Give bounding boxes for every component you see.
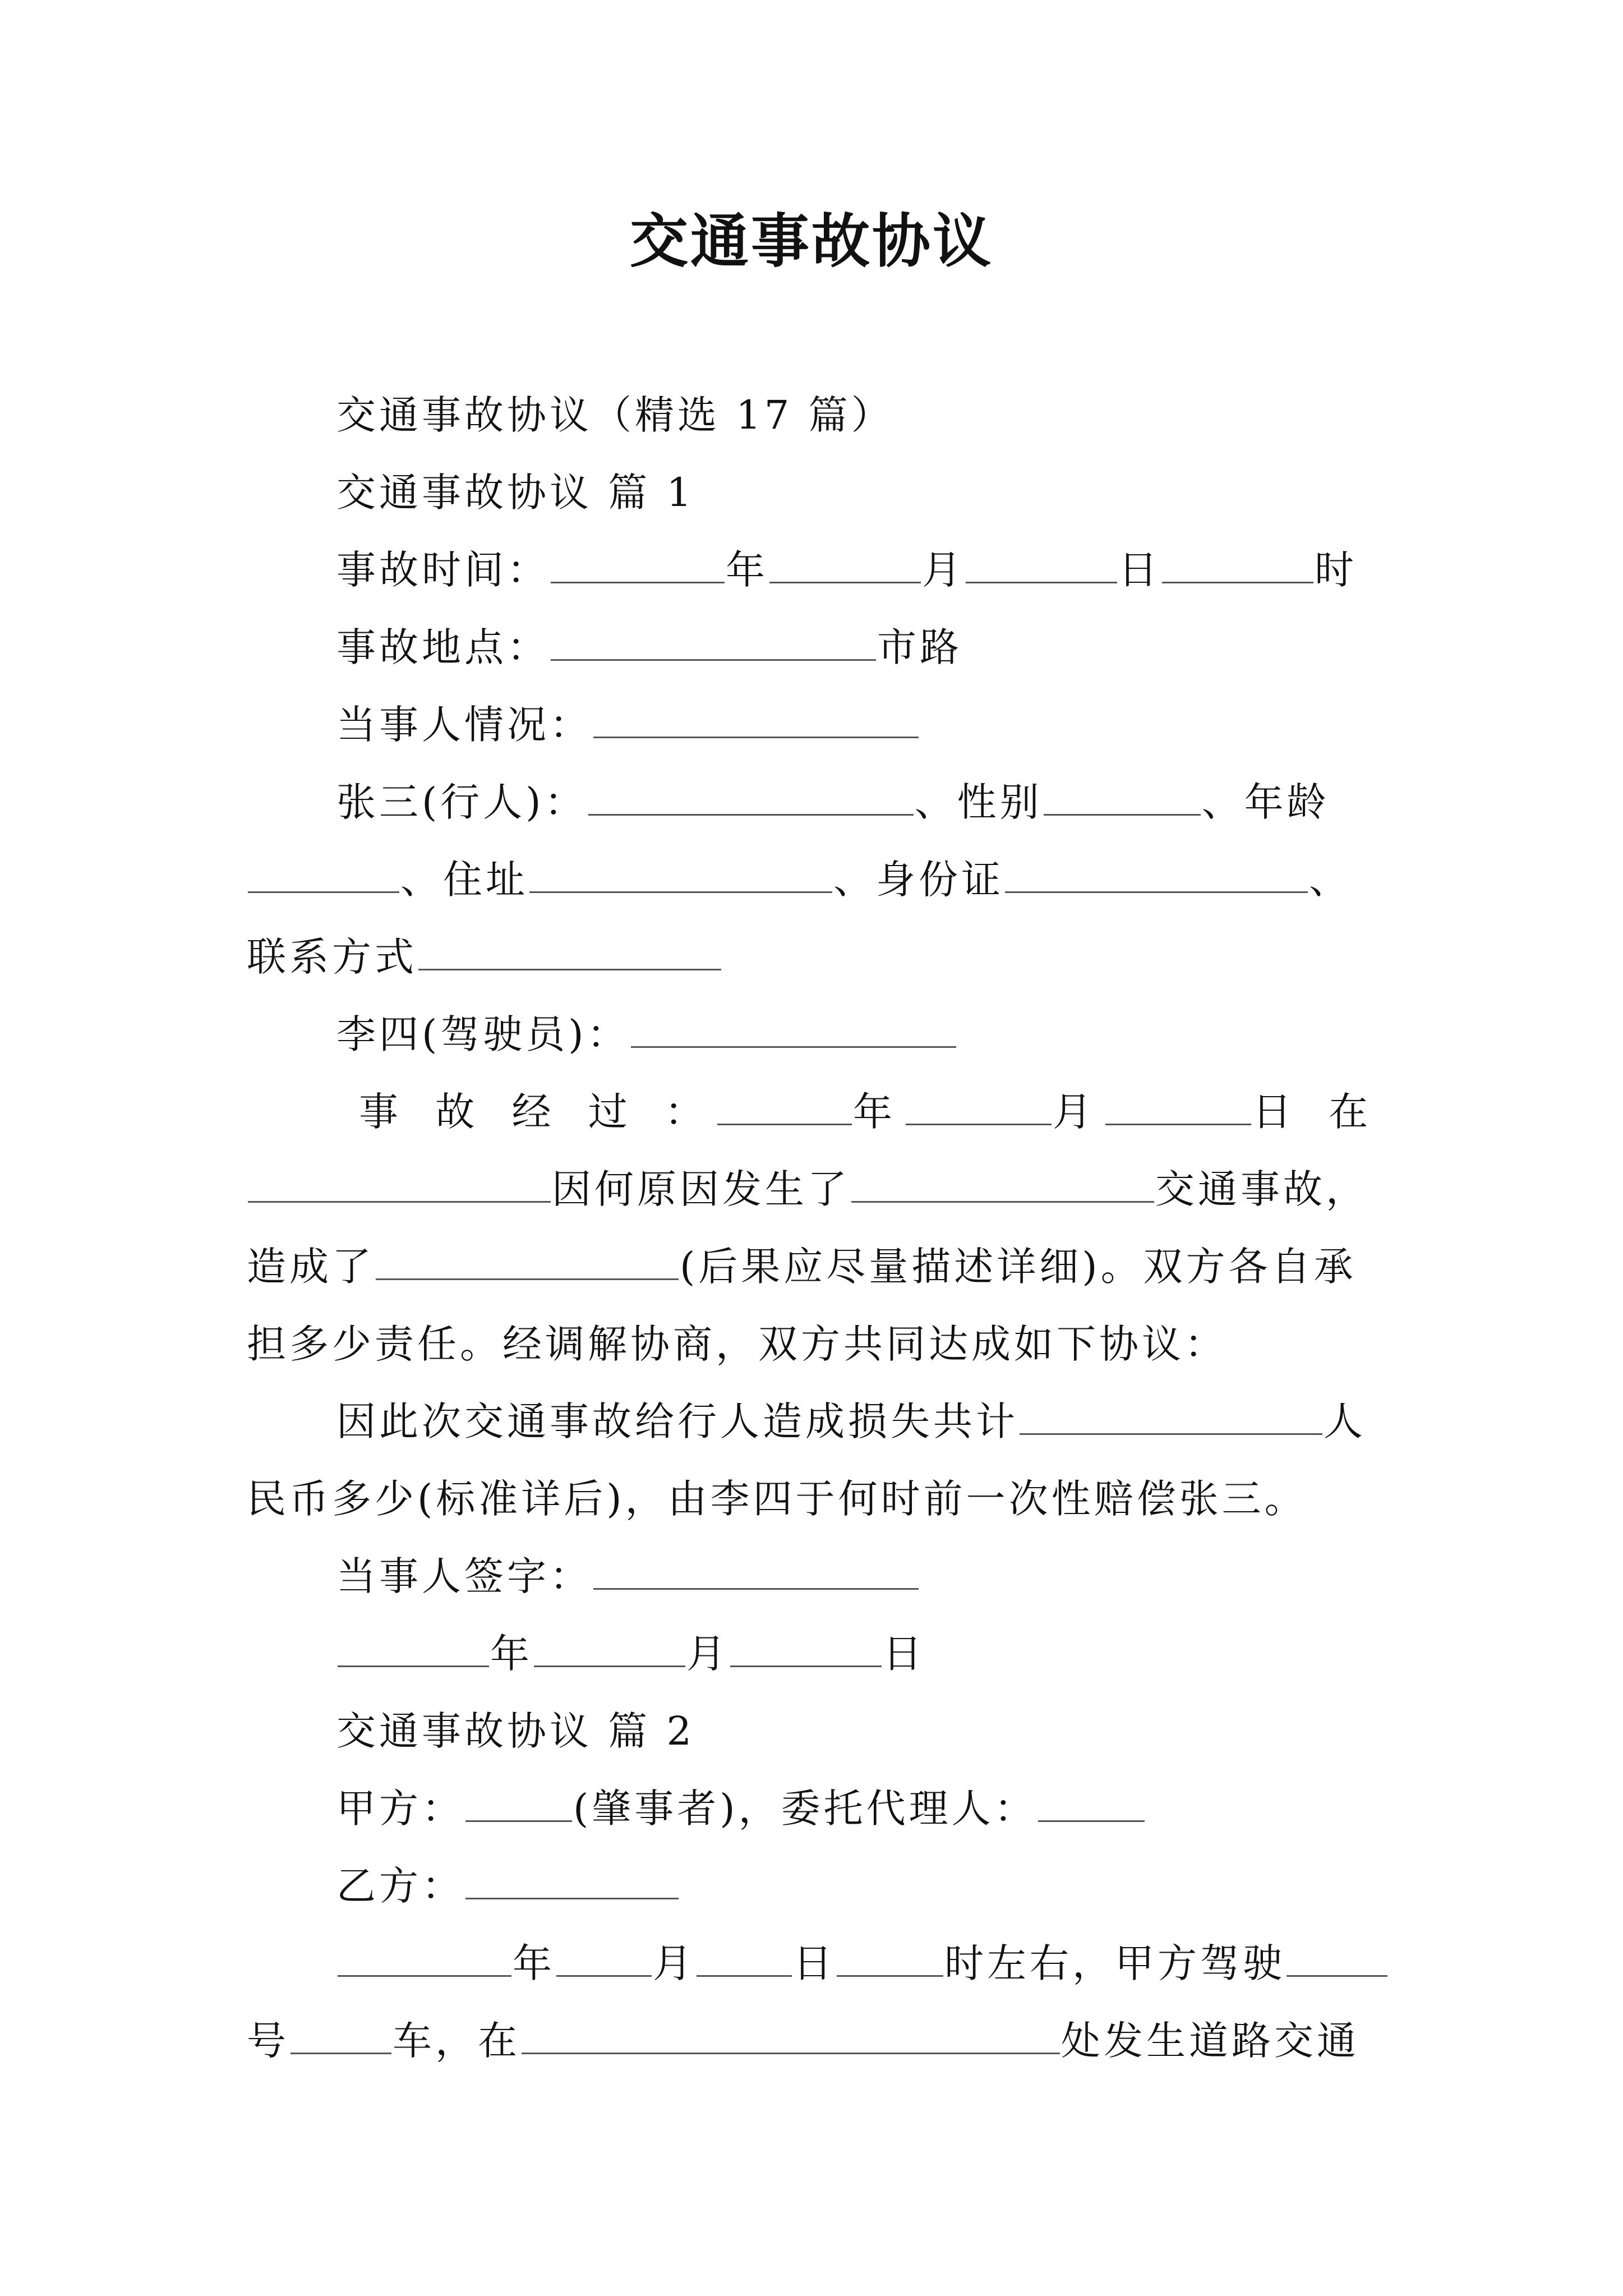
- signature-date-line: [336, 1626, 925, 1682]
- id-blank: [1005, 857, 1308, 893]
- result-line: [247, 1239, 1357, 1295]
- sign-day-blank: [730, 1631, 882, 1667]
- hour-text: 时: [1315, 547, 1357, 593]
- s2-day-blank: [697, 1940, 792, 1977]
- day-blank: [966, 547, 1117, 583]
- location-blank: [522, 2018, 1060, 2054]
- process-day-blank: [1105, 1089, 1251, 1125]
- s2-year: 年: [513, 1940, 555, 1986]
- party-b-line: [336, 1858, 680, 1914]
- contact-blank: [418, 934, 721, 970]
- s2-month: 月: [653, 1940, 695, 1986]
- party-a-label: 甲方：: [336, 1786, 464, 1832]
- vehicle-start: 号: [247, 2018, 289, 2064]
- sign-day: 日: [883, 1631, 925, 1677]
- age-blank: [248, 857, 399, 893]
- document-subtitle: 交通事故协议（精选 17 篇）: [336, 392, 894, 438]
- accident-time-line: [336, 542, 1357, 598]
- year-text: 年: [726, 547, 768, 593]
- zhangsan-label: 张三(行人)：: [336, 779, 587, 825]
- sign-year-blank: [338, 1631, 489, 1667]
- compensation-start: 因此次交通事故给行人造成损失共计: [336, 1398, 1018, 1444]
- parties-label: 当事人情况：: [336, 702, 592, 748]
- sign-month: 月: [686, 1631, 729, 1677]
- party-a-line: [336, 1780, 1146, 1837]
- process-year-blank: [717, 1089, 852, 1125]
- process-year: 年: [853, 1089, 905, 1135]
- result-start: 造成了: [247, 1244, 375, 1290]
- cause-line: [247, 1161, 1368, 1217]
- lisi-line: [336, 1006, 957, 1062]
- address-id-line: [247, 852, 1352, 908]
- process-label: 事 故 经 过 ：: [359, 1089, 717, 1135]
- place-detail-blank: [248, 1166, 551, 1203]
- id-label: 、身份证: [833, 857, 1004, 903]
- vehicle-blank: [291, 2018, 391, 2054]
- signature-blank: [593, 1553, 919, 1590]
- cause-end: 交通事故，: [1155, 1166, 1368, 1212]
- process-month: 月: [1053, 1089, 1105, 1135]
- accident-time-label: 事故时间：: [336, 547, 550, 593]
- place-suffix: 市路: [877, 624, 962, 670]
- accident-place-line: [336, 619, 962, 675]
- signature-line: [336, 1548, 920, 1604]
- s2-time-end: 时左右，甲方驾驶: [944, 1940, 1285, 1986]
- agreement-line: 担多少责任。经调解协商，双方共同达成如下协议：: [247, 1321, 1227, 1367]
- party-b-blank: [465, 1863, 679, 1899]
- sign-year: 年: [490, 1631, 533, 1677]
- document-title: 交通事故协议: [629, 206, 993, 275]
- lisi-label: 李四(驾驶员)：: [336, 1011, 630, 1057]
- vehicle-end: 处发生道路交通: [1061, 2018, 1359, 2064]
- party-a-blank: [465, 1786, 572, 1822]
- day-text: 日: [1118, 547, 1161, 593]
- result-blank: [376, 1244, 679, 1280]
- s2-month-blank: [556, 1940, 652, 1977]
- section-1-heading: 交通事故协议 篇 1: [336, 470, 695, 516]
- vehicle-line: [247, 2013, 1359, 2069]
- result-end: (后果应尽量描述详细)。双方各自承: [680, 1244, 1357, 1290]
- zhangsan-line: [336, 774, 1330, 830]
- s2-day: 日: [793, 1940, 836, 1986]
- place-blank: [551, 624, 876, 661]
- compensation-blank: [1020, 1398, 1322, 1435]
- process-month-blank: [906, 1089, 1052, 1125]
- year-blank: [551, 547, 725, 583]
- parties-line: [336, 697, 920, 753]
- accident-place-label: 事故地点：: [336, 624, 550, 670]
- lisi-blank: [631, 1011, 956, 1048]
- address-id-end: 、: [1309, 857, 1352, 903]
- contact-label: 联系方式: [247, 934, 417, 980]
- compensation-line-2: 民币多少(标准详后)，由李四于何时前一次性赔偿张三。: [247, 1476, 1307, 1522]
- cause-text: 因何原因发生了: [552, 1166, 850, 1212]
- month-text: 月: [922, 547, 965, 593]
- compensation-end: 人: [1324, 1398, 1366, 1444]
- contact-line: [247, 929, 722, 985]
- gender-blank: [1044, 779, 1201, 816]
- sign-month-blank: [534, 1631, 685, 1667]
- month-blank: [769, 547, 921, 583]
- address-blank: [529, 857, 832, 893]
- gender-label: 、性别: [914, 779, 1043, 825]
- zhangsan-name-blank: [588, 779, 914, 816]
- process-day: 日 在: [1252, 1089, 1381, 1135]
- hour-blank: [1162, 547, 1313, 583]
- agent-blank: [1038, 1786, 1145, 1822]
- parties-blank: [593, 702, 919, 738]
- s2-year-blank: [338, 1940, 511, 1977]
- address-label: 、住址: [400, 857, 528, 903]
- vehicle-middle: 车，在: [393, 2018, 520, 2064]
- plate-blank: [1287, 1940, 1387, 1977]
- signature-label: 当事人签字：: [336, 1553, 592, 1599]
- s2-hour-blank: [837, 1940, 943, 1977]
- compensation-line-1: [336, 1393, 1366, 1450]
- age-label: 、年龄: [1201, 779, 1330, 825]
- section-2-heading: 交通事故协议 篇 2: [336, 1708, 695, 1754]
- cause-blank: [851, 1166, 1154, 1203]
- process-line: [359, 1084, 1380, 1140]
- party-b-label: 乙方：: [336, 1863, 464, 1909]
- time-line-2: [336, 1935, 1389, 1991]
- party-a-middle: (肇事者)，委托代理人：: [573, 1786, 1037, 1832]
